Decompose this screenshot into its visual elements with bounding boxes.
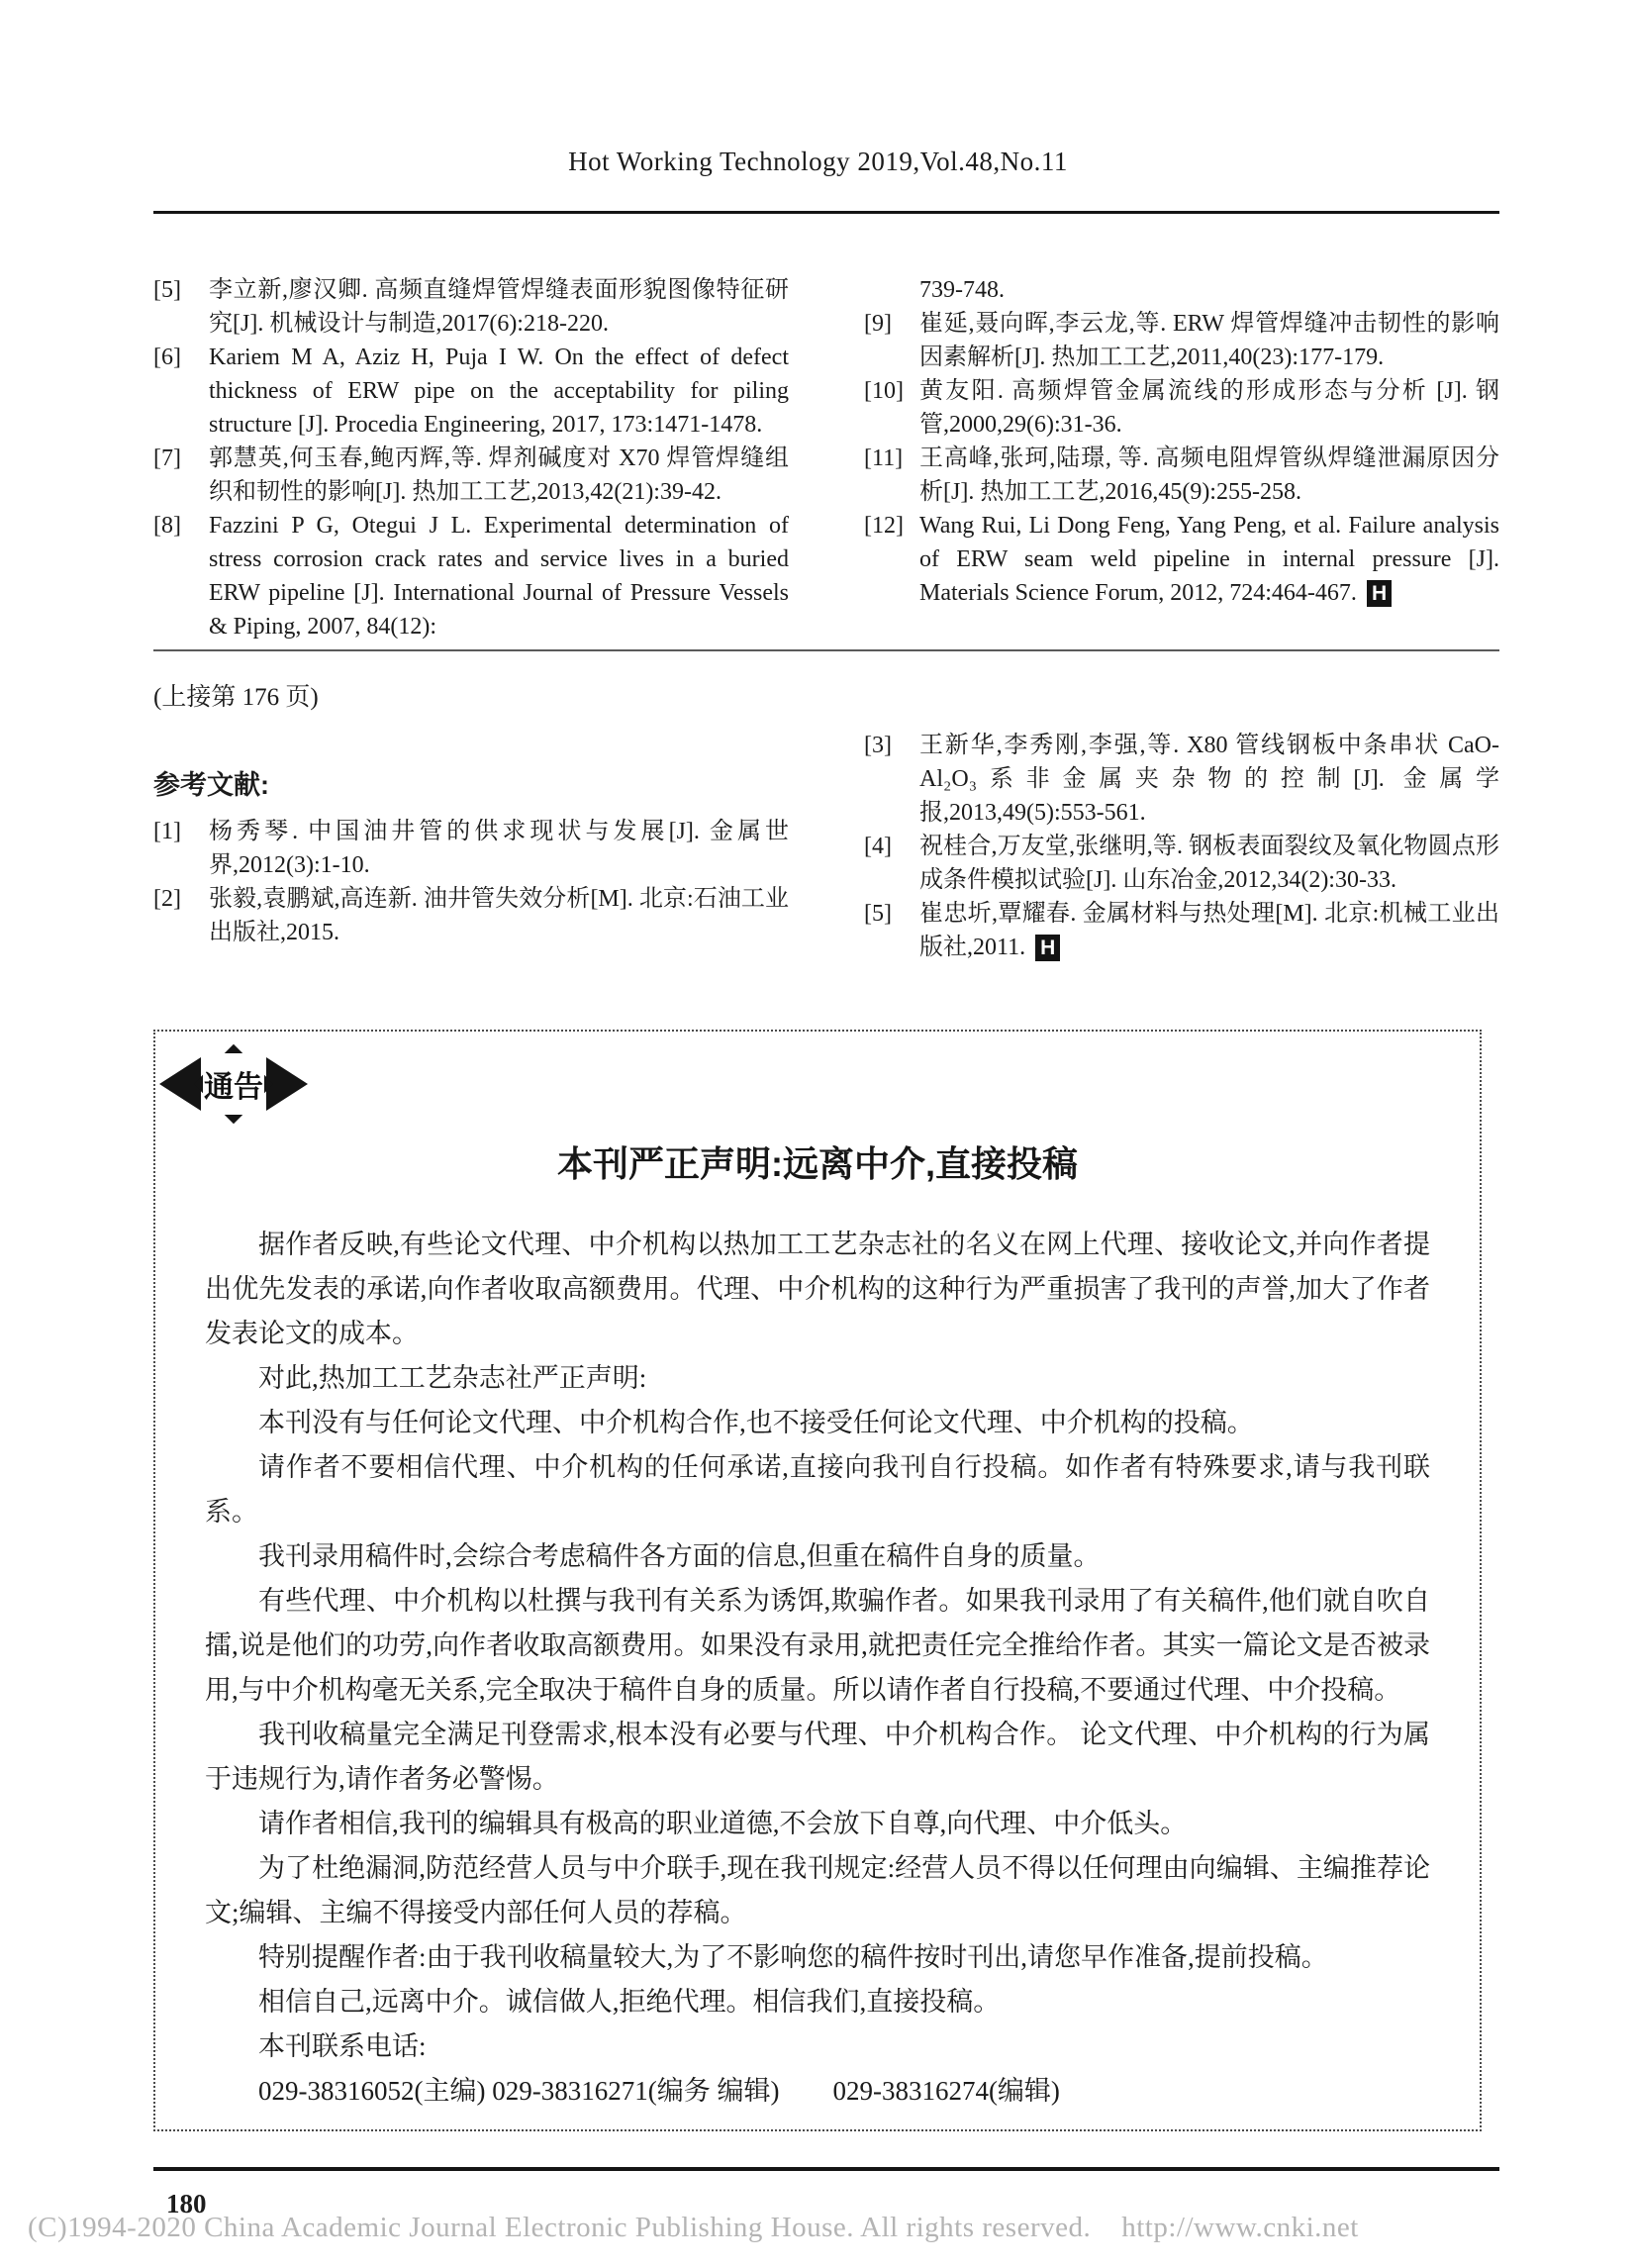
reference-text: 王新华,李秀刚,李强,等. X80 管线钢板中条串状 CaO-Al₂O₃系非金属夹杂物的控制[J]. 金属学报,2013,49(5):553-561. [919,733,1499,826]
footer-rule [153,2167,1499,2171]
reference-number: [5] [153,277,181,303]
copyright-line: (C)1994-2020 China Academic Journal Electronic Publishing House. All rights reserved. http://www.cnki.net [28,2212,1359,2243]
references-top-left-column [153,273,789,643]
reference-number: [2] [153,886,181,912]
reference-text: Kariem M A, Aziz H, Puja I W. On the effect of defect thickness of ERW pipe on the acceptability for piling structure [J]. Procedia Engineering, 2017, 173:1471-1478. [209,345,789,438]
reference-text: Fazzini P G, Otegui J L. Experimental determination of stress corrosion crack rates and service lives in a buried ERW pipeline [J]. International Journal of Pressure Vessels & Piping, 2007, 84(12): [209,513,789,640]
reference-number: [6] [153,345,181,370]
reference-number: [8] [153,513,181,539]
references-top-right-column [864,273,1499,643]
notice-paragraph: 我刊收稿量完全满足刊登需求,根本没有必要与代理、中介机构合作。 论文代理、中介机构的行为属于违规行为,请作者务必警惕。 [205,1720,1430,1794]
notice-paragraph: 有些代理、中介机构以杜撰与我刊有关系为诱饵,欺骗作者。如果我刊录用了有关稿件,他们就自吹自擂,说是他们的功劳,向作者收取高额费用。如果没有录用,就把责任完全推给作者。其实一篇论文是否被录用,与中介机构毫无关系,完全取决于稿件自身的质量。所以请作者自行投稿,不要通过代理、中介投稿。 [205,1586,1430,1705]
reference-text: 739-748. [919,277,1005,303]
reference-item [153,509,789,643]
notice-paragraph: 据作者反映,有些论文代理、中介机构以热加工工艺杂志社的名义在网上代理、接收论文,并向作者提出优先发表的承诺,向作者收取高额费用。代理、中介机构的这种行为严重损害了我刊的声誉,加大了作者发表论文的成本。 [205,1230,1430,1348]
notice-badge-label: 通告 [203,1053,264,1115]
continued-from-note: (上接第 176 页) [153,684,319,711]
reference-number [864,273,919,307]
reference-number: [3] [864,733,892,758]
reference-number: [7] [153,445,181,471]
reference-text: 祝桂合,万友堂,张继明,等. 钢板表面裂纹及氧化物圆点形成条件模拟试验[J]. 山东冶金,2012,34(2):30-33. [919,834,1499,893]
reference-item [153,442,789,509]
notice-paragraph: 本刊没有与任何论文代理、中介机构合作,也不接受任何论文代理、中介机构的投稿。 [258,1408,1254,1437]
continued-left-column [153,681,789,964]
references-bottom-right-column [864,729,1499,964]
notice-body [205,1223,1430,2114]
notice-paragraph: 对此,热加工工艺杂志社严正声明: [258,1363,647,1393]
reference-text: 黄友阳. 高频焊管金属流线的形成形态与分析 [J]. 钢管,2000,29(6):31-36. [919,378,1499,438]
reference-text: 崔忠圻,覃耀春. 金属材料与热处理[M]. 北京:机械工业出版社,2011. H [919,901,1499,960]
reference-number: [9] [864,311,892,337]
journal-end-mark-icon: H [1035,935,1060,961]
reference-text: 崔延,聂向晖,李云龙,等. ERW 焊管焊缝冲击韧性的影响因素解析[J]. 热加工工艺,2011,40(23):177-179. [919,311,1499,370]
notice-paragraph: 相信自己,远离中介。诚信做人,拒绝代理。相信我们,直接投稿。 [258,1987,1001,2017]
reference-item [864,307,1499,374]
reference-text: Wang Rui, Li Dong Feng, Yang Peng, et al. Failure analysis of ERW seam weld pipeline in internal pressure [J]. Materials Science Forum, 2012, 724:464-467. H [919,513,1499,606]
continued-right-column [864,681,1499,964]
reference-item [153,341,789,442]
reference-number: [4] [864,834,892,859]
notice-paragraph: 029-38316052(主编) 029-38316271(编务 编辑) 029-38316274(编辑) [258,2076,1060,2106]
reference-item [864,729,1499,830]
reference-item [153,815,789,882]
notice-paragraph: 为了杜绝漏洞,防范经营人员与中介联手,现在我刊规定:经营人员不得以任何理由向编辑、主编推荐论文;编辑、主编不得接受内部任何人员的荐稿。 [205,1853,1430,1927]
page-number: 180 [166,2189,207,2219]
notice-paragraph: 特别提醒作者:由于我刊收稿量较大,为了不影响您的稿件按时刊出,请您早作准备,提前投稿。 [258,1942,1328,1972]
reference-text: 王高峰,张珂,陆璟, 等. 高频电阻焊管纵焊缝泄漏原因分析[J]. 热加工工艺,2016,45(9):255-258. [919,445,1499,505]
reference-text: 杨秀琴. 中国油井管的供求现状与发展[J]. 金属世界,2012(3):1-10. [209,819,789,878]
journal-end-mark-icon: H [1367,580,1392,607]
notice-title: 本刊严正声明:远离中介,直接投稿 [557,1143,1078,1184]
notice-paragraph: 本刊联系电话: [258,2031,427,2061]
reference-number: [12] [864,513,904,539]
header-rule [153,211,1499,214]
reference-text: 李立新,廖汉卿. 高频直缝焊管焊缝表面形貌图像特征研究[J]. 机械设计与制造,2017(6):218-220. [209,277,789,337]
reference-number: [11] [864,445,904,471]
reference-item [153,882,789,949]
reference-item [153,273,789,341]
reference-item [864,897,1499,964]
reference-item [864,830,1499,897]
reference-text: 郭慧英,何玉春,鲍丙辉,等. 焊剂碱度对 X70 焊管焊缝组织和韧性的影响[J]. 热加工工艺,2013,42(21):39-42. [209,445,789,505]
references-top-section [153,273,1499,643]
reference-number: [10] [864,378,904,404]
reference-text: 张毅,袁鹏斌,高连新. 油井管失效分析[M]. 北京:石油工业出版社,2015. [209,886,789,945]
references-heading: 参考文献: [153,770,269,800]
references-bottom-left-column [153,815,789,949]
notice-box [153,1030,1482,2131]
reference-item [864,442,1499,509]
notice-paragraph: 请作者相信,我刊的编辑具有极高的职业道德,不会放下自尊,向代理、中介低头。 [258,1809,1188,1838]
section-divider-rule [153,649,1499,651]
journal-header-title: Hot Working Technology 2019,Vol.48,No.11 [568,147,1068,176]
notice-paragraph: 请作者不要相信代理、中介机构的任何承诺,直接向我刊自行投稿。如作者有特殊要求,请与我刊联系。 [205,1452,1430,1527]
continued-references-section [153,681,1499,964]
reference-item [864,509,1499,610]
reference-item [864,374,1499,442]
reference-item [864,273,1499,307]
notice-paragraph: 我刊录用稿件时,会综合考虑稿件各方面的信息,但重在稿件自身的质量。 [258,1541,1101,1571]
reference-number: [5] [864,901,892,927]
reference-number: [1] [153,819,181,844]
notice-badge [159,1043,308,1125]
